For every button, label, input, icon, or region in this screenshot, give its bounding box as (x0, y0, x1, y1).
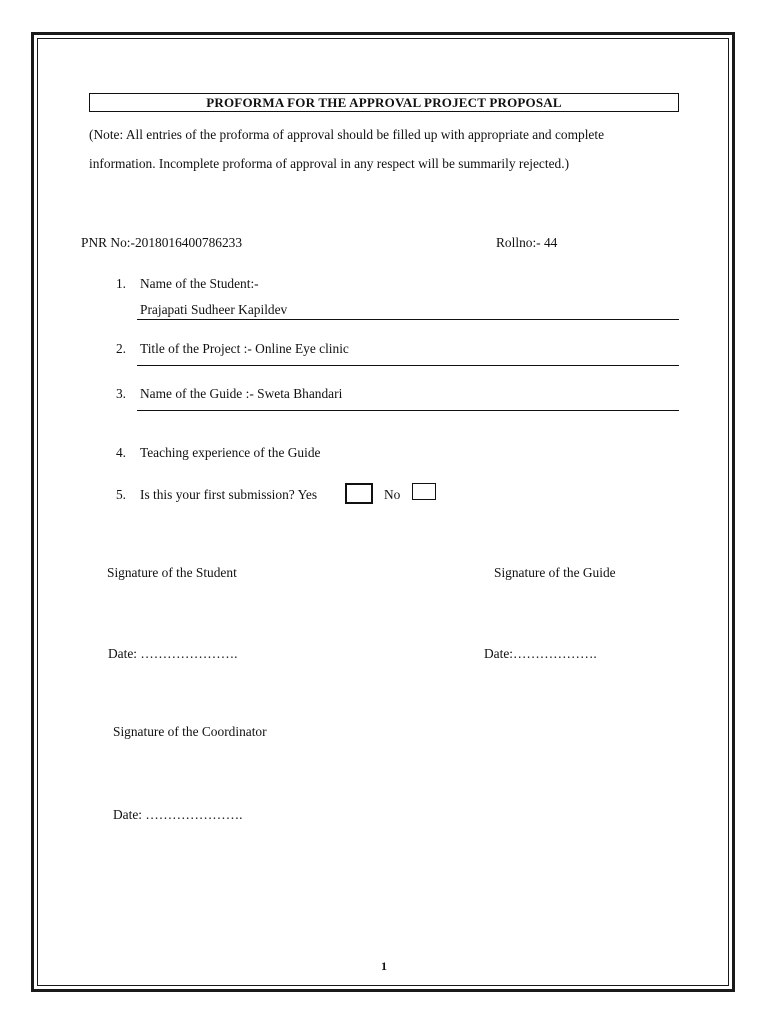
student-name-underline (137, 319, 679, 320)
project-title-underline (137, 365, 679, 366)
guide-date-field: Date:………………. (484, 646, 597, 661)
project-title-field: Title of the Project :- Online Eye clinic (140, 341, 349, 356)
item-number: 2. (115, 341, 126, 356)
teaching-experience-field: Teaching experience of the Guide (140, 445, 321, 460)
roll-number: Rollno:- 44 (496, 235, 558, 250)
guide-signature-label: Signature of the Guide (494, 565, 616, 580)
coordinator-signature-label: Signature of the Coordinator (113, 724, 267, 739)
item-number: 3. (115, 386, 126, 401)
student-name-label: Name of the Student:- (140, 276, 259, 291)
item-number: 4. (115, 445, 126, 460)
first-submission-question: Is this your first submission? Yes (140, 487, 318, 502)
student-signature-label: Signature of the Student (107, 565, 237, 580)
item-number: 1. (115, 276, 126, 291)
student-name-value: Prajapati Sudheer Kapildev (140, 302, 288, 317)
no-label: No (384, 487, 401, 502)
yes-checkbox[interactable] (345, 483, 373, 504)
page-border (31, 32, 735, 992)
page-number: 1 (381, 959, 387, 973)
pnr-number: PNR No:-2018016400786233 (81, 235, 243, 250)
note-line-2: information. Incomplete proforma of approval in any respect will be summarily rejected.) (89, 156, 570, 171)
form-title: PROFORMA FOR THE APPROVAL PROJECT PROPOSAL (89, 93, 679, 112)
item-number: 5. (115, 487, 126, 502)
coordinator-date-field: Date: …………………. (113, 807, 243, 822)
guide-name-field: Name of the Guide :- Sweta Bhandari (140, 386, 343, 401)
student-date-field: Date: …………………. (108, 646, 238, 661)
guide-name-underline (137, 410, 679, 411)
no-checkbox[interactable] (412, 483, 436, 500)
note-line-1: (Note: All entries of the proforma of approval should be filled up with appropriate and complete (89, 127, 605, 142)
